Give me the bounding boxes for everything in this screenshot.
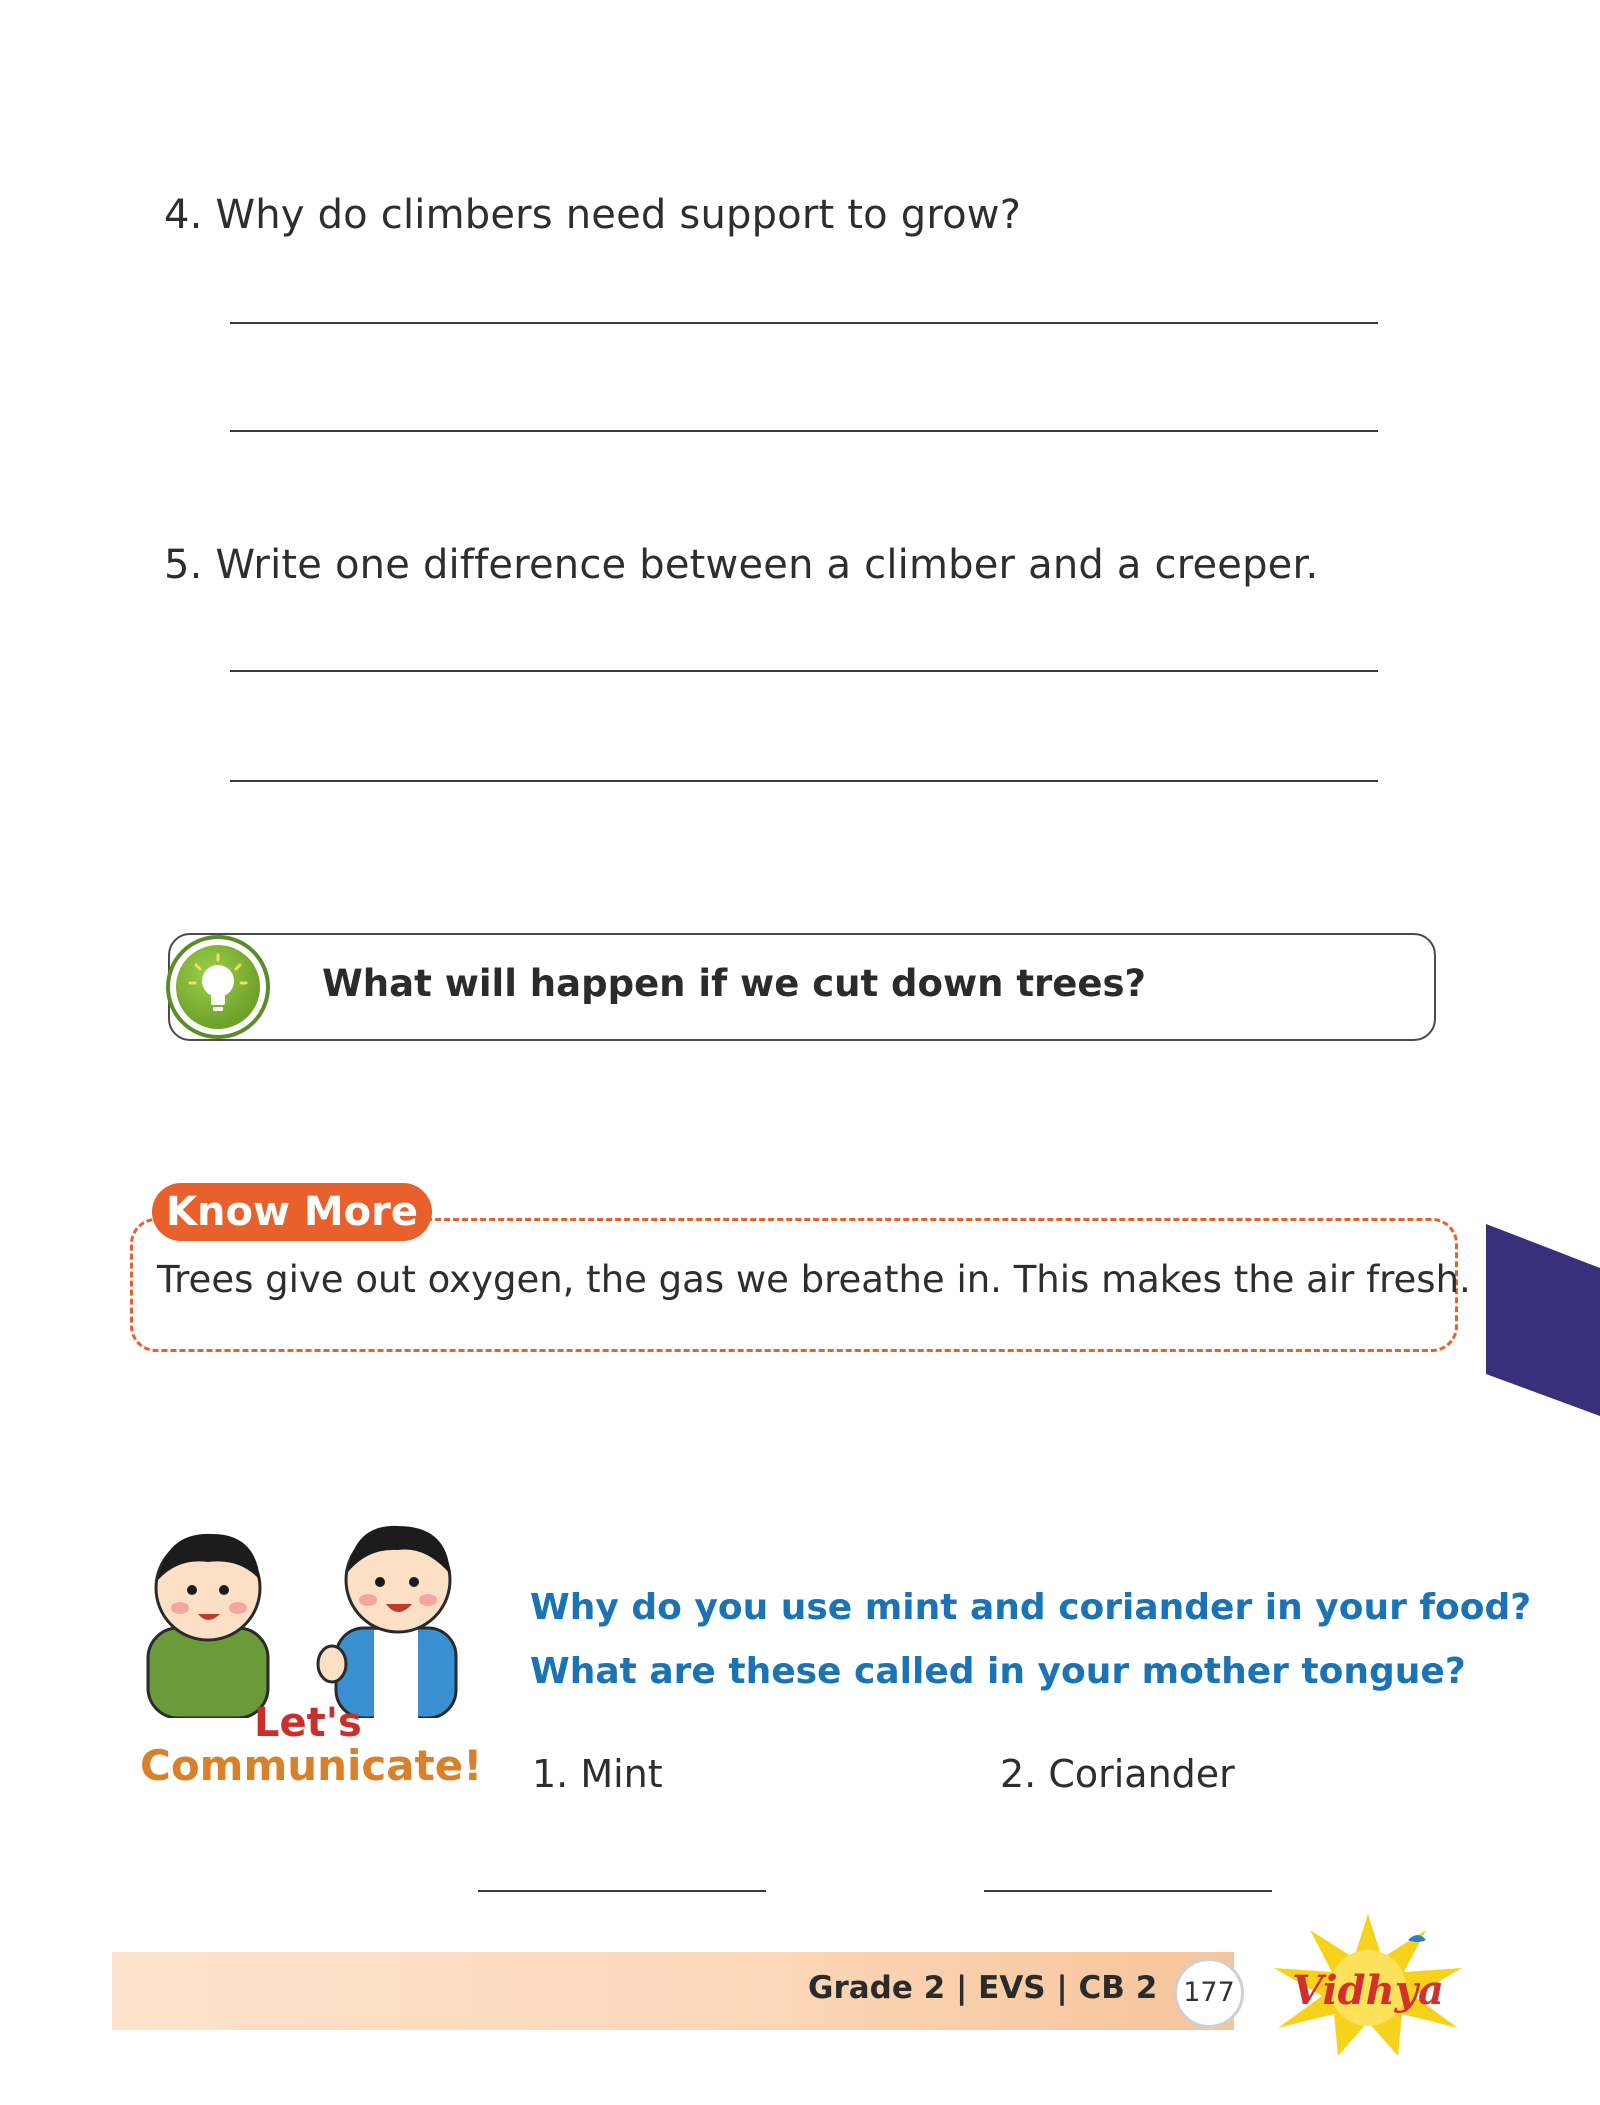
footer-grade-line: Grade 2 | EVS | CB 2 (808, 1970, 1158, 2006)
vidhya-logo-text: Vidhya (1292, 1967, 1444, 2014)
lets-label: Let's (254, 1700, 362, 1746)
page-number: 177 (1174, 1958, 1244, 2028)
answer-line[interactable] (230, 780, 1378, 782)
communicate-label: Communicate! (140, 1741, 483, 1790)
kids-illustration (136, 1518, 476, 1718)
side-tab-decoration (1486, 1224, 1600, 1416)
answer-line[interactable] (230, 670, 1378, 672)
question-4: 4. Why do climbers need support to grow? (164, 192, 1022, 238)
question-5: 5. Write one difference between a climber and a creeper. (164, 542, 1319, 588)
know-more-text: Trees give out oxygen, the gas we breathe in. This makes the air fresh. (157, 1258, 1471, 1301)
coriander-answer-line[interactable] (984, 1890, 1272, 1892)
mint-answer-line[interactable] (478, 1890, 766, 1892)
know-more-badge: Know More (152, 1183, 432, 1241)
think-question: What will happen if we cut down trees? (322, 962, 1146, 1005)
item-mint: 1. Mint (532, 1752, 663, 1796)
communicate-question-1: Why do you use mint and coriander in your food? (530, 1587, 1532, 1628)
lightbulb-icon (176, 945, 260, 1029)
answer-line[interactable] (230, 430, 1378, 432)
communicate-question-2: What are these called in your mother tongue? (530, 1651, 1466, 1692)
answer-line[interactable] (230, 322, 1378, 324)
vidhya-logo (1258, 1910, 1478, 2060)
item-coriander: 2. Coriander (1000, 1752, 1235, 1796)
